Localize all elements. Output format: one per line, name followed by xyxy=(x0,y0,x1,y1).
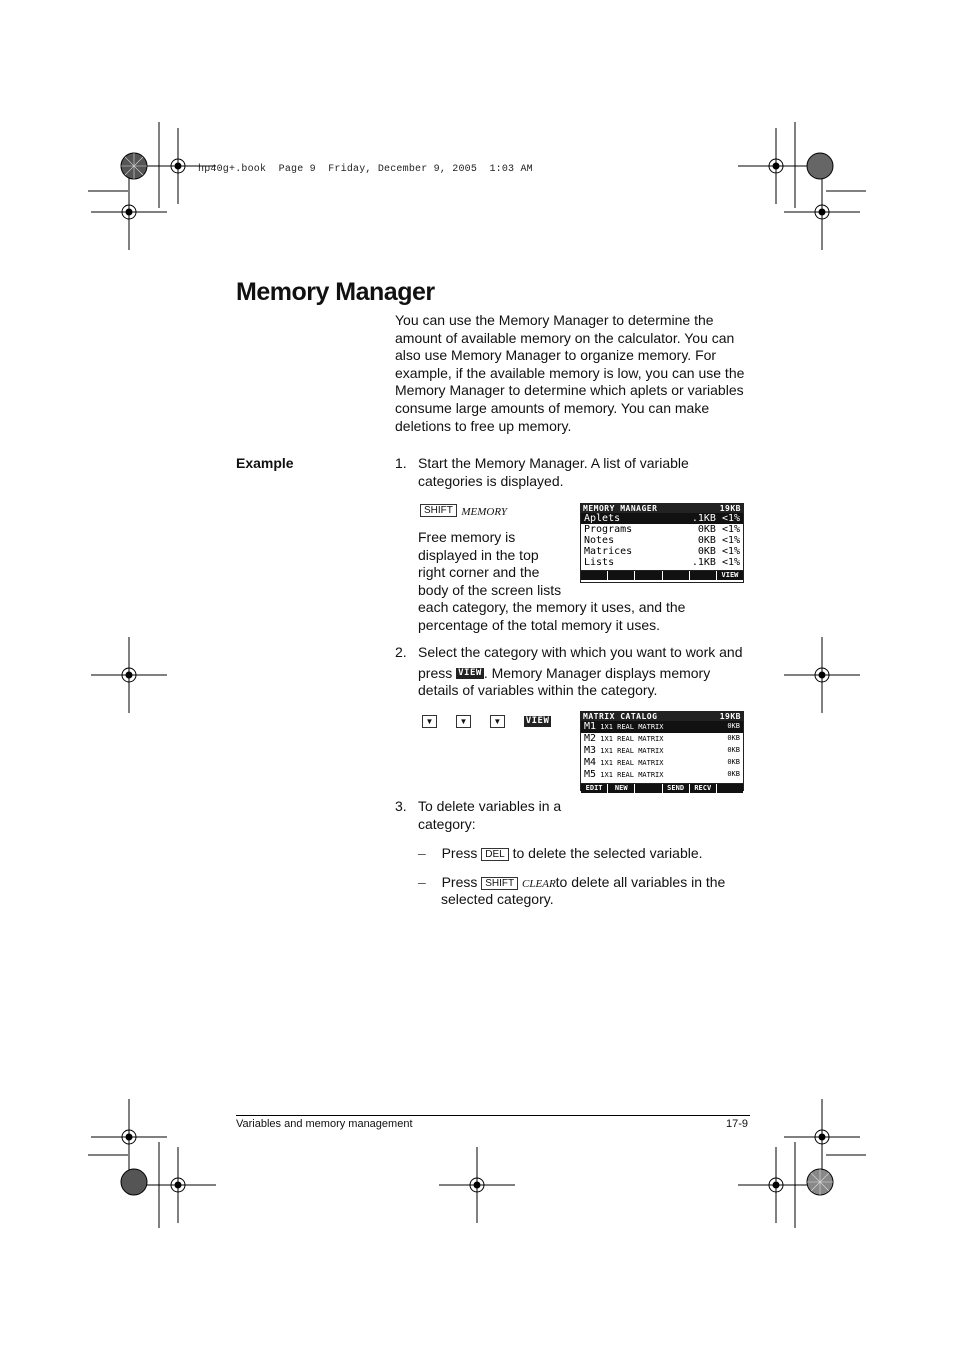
down-arrow-key[interactable]: ▼ xyxy=(490,715,505,728)
page-number: 17-9 xyxy=(726,1118,749,1130)
menu-key-5[interactable] xyxy=(690,571,717,580)
bullet-dash: – xyxy=(418,874,426,890)
matrix-name: M3 xyxy=(584,745,597,756)
step-2-line3: details of variables within the category. xyxy=(418,682,658,699)
category-pct: <1% xyxy=(721,513,740,524)
screen-title-bar xyxy=(581,712,743,721)
menu-key-send[interactable]: SEND xyxy=(663,784,690,793)
matrix-name: M1 xyxy=(584,721,597,732)
matrix-desc: 1X1 REAL MATRIX xyxy=(600,735,664,743)
footer-rule xyxy=(236,1115,750,1116)
matrix-size: 0KB xyxy=(727,746,740,754)
category-row-notes[interactable] xyxy=(581,535,743,546)
desc-line-6: percentage of the total memory it uses. xyxy=(418,616,661,633)
category-row-lists[interactable] xyxy=(581,557,743,568)
matrix-name: M4 xyxy=(584,757,597,768)
matrix-size: 0KB xyxy=(727,734,740,742)
matrix-row[interactable] xyxy=(581,733,743,745)
shift-key[interactable]: SHIFT xyxy=(420,504,457,517)
view-softkey[interactable]: VIEW xyxy=(458,668,482,679)
category-row-aplets[interactable] xyxy=(581,513,743,524)
bullet-clear-all xyxy=(418,874,725,908)
matrix-row[interactable] xyxy=(581,745,743,757)
bullet-text: to delete all variables in the xyxy=(555,874,726,890)
screen1-menu xyxy=(581,570,743,580)
menu-key-view[interactable]: VIEW xyxy=(721,571,739,579)
category-pct: <1% xyxy=(721,557,740,568)
category-name: Aplets xyxy=(584,513,621,524)
category-size: .1KB xyxy=(691,557,716,568)
bullet-dash: – xyxy=(418,845,426,861)
category-size: 0KB xyxy=(697,535,716,546)
matrix-name: M5 xyxy=(584,769,597,780)
desc-line-3: right corner and the xyxy=(418,564,540,581)
matrix-desc: 1X1 REAL MATRIX xyxy=(600,723,664,731)
matrix-desc: 1X1 REAL MATRIX xyxy=(600,759,664,767)
menu-key-recv[interactable]: RECV xyxy=(690,784,717,793)
step-2 xyxy=(395,644,755,700)
category-row-matrices[interactable] xyxy=(581,546,743,557)
category-name: Lists xyxy=(584,557,615,568)
bullet-press: Press xyxy=(441,874,478,890)
screen-title-bar xyxy=(581,504,743,513)
matrix-size: 0KB xyxy=(727,722,740,730)
category-name: Programs xyxy=(584,524,633,535)
category-name: Notes xyxy=(584,535,615,546)
step-3-line2: category: xyxy=(418,815,476,832)
category-pct: <1% xyxy=(721,546,740,557)
step-2-keys xyxy=(422,713,551,731)
matrix-desc: 1X1 REAL MATRIX xyxy=(600,771,664,779)
step-1-line2: categories is displayed. xyxy=(418,472,564,489)
step-2-number: 2. xyxy=(395,644,407,660)
intro-paragraph: You can use the Memory Manager to determine the amount of available memory on the calculator. You can also use Memory Manager to organize memory. For example, if the available memory is low, you can use the Memory Manager to determine which aplets or variables consume large amounts of memory. You can make deletions to free up memory. xyxy=(395,312,745,434)
category-size: .1KB xyxy=(691,513,716,524)
step-2-line1: Select the category with which you want to work and xyxy=(418,644,743,660)
matrix-desc: 1X1 REAL MATRIX xyxy=(600,747,664,755)
memory-label: MEMORY xyxy=(461,506,507,518)
memory-manager-screen xyxy=(580,503,744,583)
bullet-delete-selected xyxy=(418,845,703,863)
desc-line-2: displayed in the top xyxy=(418,546,539,563)
step-3-number: 3. xyxy=(395,798,407,814)
category-pct: <1% xyxy=(721,535,740,546)
view-softkey[interactable]: VIEW xyxy=(525,716,550,727)
menu-key-6[interactable] xyxy=(717,784,743,793)
step-2-line2: . Memory Manager displays memory xyxy=(483,664,711,681)
bullet-text: to delete the selected variable. xyxy=(512,845,703,861)
del-key[interactable]: DEL xyxy=(481,848,508,861)
screen-title: MATRIX CATALOG xyxy=(583,712,658,721)
category-size: 0KB xyxy=(697,546,716,557)
step-1-line1: Start the Memory Manager. A list of variable xyxy=(418,455,689,471)
matrix-size: 0KB xyxy=(727,770,740,778)
desc-line-1: Free memory is xyxy=(418,529,516,545)
clear-label: CLEAR xyxy=(522,878,556,890)
menu-key-1[interactable] xyxy=(581,571,608,580)
matrix-size: 0KB xyxy=(727,758,740,766)
menu-key-2[interactable] xyxy=(608,571,635,580)
menu-key-edit[interactable]: EDIT xyxy=(581,784,608,793)
footer-section-title: Variables and memory management xyxy=(236,1118,413,1130)
matrix-row[interactable] xyxy=(581,721,743,733)
category-pct: <1% xyxy=(721,524,740,535)
matrix-row[interactable] xyxy=(581,757,743,769)
bullet-text-2: selected category. xyxy=(441,890,554,907)
step-3 xyxy=(395,798,755,833)
desc-line-5: each category, the memory it uses, and the xyxy=(418,599,686,616)
step-1-number: 1. xyxy=(395,455,407,471)
shift-key[interactable]: SHIFT xyxy=(481,877,518,890)
menu-key-4[interactable] xyxy=(663,571,690,580)
step-2-press: press xyxy=(418,664,453,681)
screen2-menu xyxy=(581,783,743,793)
category-row-programs[interactable] xyxy=(581,524,743,535)
menu-key-3[interactable] xyxy=(635,571,662,580)
bullet-press: Press xyxy=(441,845,478,861)
matrix-catalog-screen xyxy=(580,711,744,791)
screen-title: MEMORY MANAGER xyxy=(583,504,658,513)
print-header: hp40g+.book Page 9 Friday, December 9, 2005 1:03 AM xyxy=(198,164,533,175)
down-arrow-key[interactable]: ▼ xyxy=(422,715,437,728)
free-memory: 19KB xyxy=(719,504,741,513)
matrix-row[interactable] xyxy=(581,769,743,781)
category-name: Matrices xyxy=(584,546,633,557)
menu-key-new[interactable]: NEW xyxy=(608,784,635,793)
free-memory: 19KB xyxy=(719,712,741,721)
category-size: 0KB xyxy=(697,524,716,535)
step-1 xyxy=(395,455,755,490)
example-label: Example xyxy=(236,455,294,471)
step-1-keys xyxy=(420,502,507,520)
step-3-line1: To delete variables in a xyxy=(418,798,562,814)
page-title: Memory Manager xyxy=(236,278,435,306)
desc-line-4: body of the screen lists xyxy=(418,581,562,598)
menu-key-3[interactable] xyxy=(635,784,662,793)
matrix-name: M2 xyxy=(584,733,597,744)
down-arrow-key[interactable]: ▼ xyxy=(456,715,471,728)
